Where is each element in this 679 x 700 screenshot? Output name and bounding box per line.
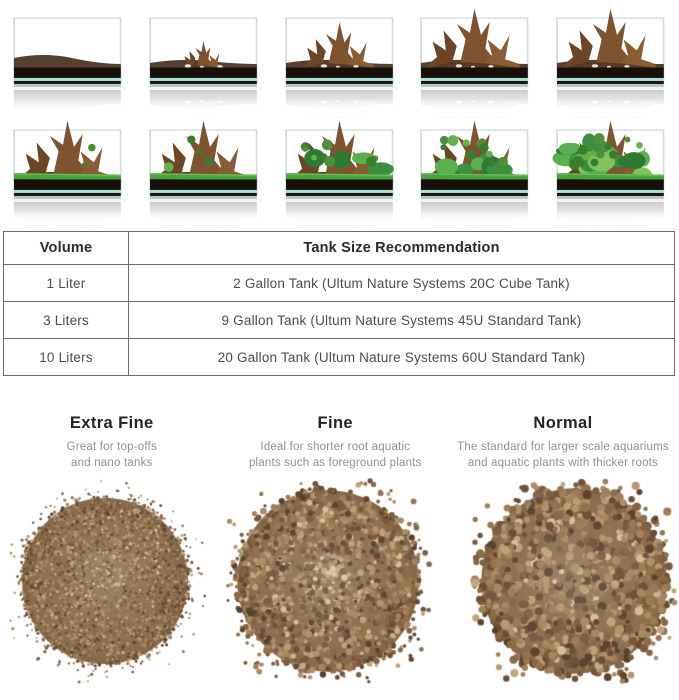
table-row bbox=[4, 301, 674, 338]
tank-size-table bbox=[3, 231, 675, 376]
desc-line: and aquatic plants with thicker roots bbox=[467, 457, 659, 469]
tank-photo-step-5 bbox=[543, 6, 679, 118]
tank-photo-step-8 bbox=[272, 118, 408, 230]
tank-photo-step-7 bbox=[136, 118, 272, 230]
tank-photo-step-6 bbox=[0, 118, 136, 230]
tank-photo-step-3 bbox=[272, 6, 408, 118]
tank-photo-step-4 bbox=[407, 6, 543, 118]
desc-line: Great for top-offs bbox=[66, 441, 157, 453]
tank-photo-step-2 bbox=[136, 6, 272, 118]
granule-size-section bbox=[0, 412, 679, 686]
granule-pile bbox=[0, 476, 210, 686]
desc-line: plants such as foreground plants bbox=[248, 457, 422, 469]
table-header-volume: Volume bbox=[39, 240, 93, 256]
volume-cell: 1 Liter bbox=[46, 275, 86, 291]
granule-size-description bbox=[457, 439, 669, 471]
desc-line: Ideal for shorter root aquatic bbox=[260, 441, 411, 453]
granule-pile bbox=[223, 476, 433, 686]
granule-size-description bbox=[249, 439, 422, 471]
table-header-recommendation: Tank Size Recommendation bbox=[128, 232, 674, 264]
granule-pile bbox=[469, 476, 679, 686]
tank-photo-step-9 bbox=[407, 118, 543, 230]
granule-size-description bbox=[67, 439, 157, 471]
recommendation-cell: 20 Gallon Tank (Ultum Nature Systems 60U Standard Tank) bbox=[128, 339, 674, 375]
granule-size-title: Fine bbox=[317, 414, 354, 432]
granule-size-normal bbox=[447, 412, 679, 686]
volume-cell: 3 Liters bbox=[43, 312, 89, 328]
granule-size-extra-fine bbox=[0, 412, 224, 686]
granule-size-fine bbox=[224, 412, 448, 686]
table-row bbox=[4, 264, 674, 301]
desc-line: The standard for larger scale aquariums bbox=[457, 441, 669, 453]
tank-progression-grid bbox=[0, 0, 679, 230]
tank-photo-step-10 bbox=[543, 118, 679, 230]
table-header-row bbox=[4, 232, 674, 264]
recommendation-cell: 9 Gallon Tank (Ultum Nature Systems 45U Standard Tank) bbox=[128, 302, 674, 338]
recommendation-cell: 2 Gallon Tank (Ultum Nature Systems 20C Cube Tank) bbox=[128, 265, 674, 301]
volume-cell: 10 Liters bbox=[39, 349, 93, 365]
tank-photo-step-1 bbox=[0, 6, 136, 118]
granule-size-title: Extra Fine bbox=[69, 414, 154, 432]
table-row bbox=[4, 338, 674, 375]
desc-line: and nano tanks bbox=[71, 457, 153, 469]
granule-size-title: Normal bbox=[533, 414, 593, 432]
